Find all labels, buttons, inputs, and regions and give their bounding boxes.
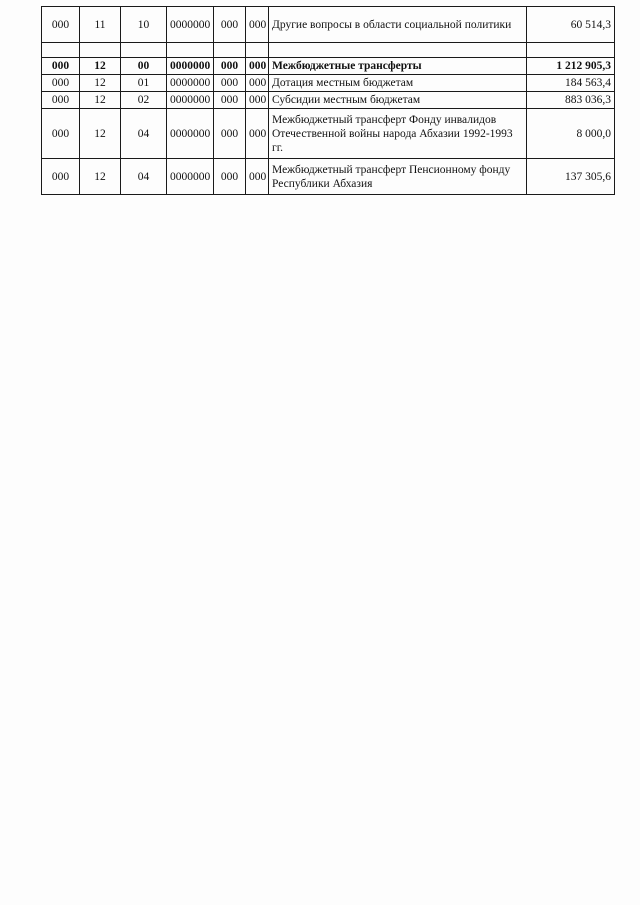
empty-cell (214, 43, 246, 58)
kosgu-cell: 000 (246, 92, 269, 109)
expense-type-cell: 000 (214, 75, 246, 92)
amount-cell: 8 000,0 (527, 109, 615, 159)
subsection-cell: 01 (121, 75, 167, 92)
item-name-cell: Межбюджетный трансферт Пенсионному фонду Республики Абхазия (269, 159, 527, 195)
table-row (42, 75, 615, 92)
item-name-cell: Межбюджетные трансферты (269, 58, 527, 75)
table-row (42, 92, 615, 109)
table-spacer-row (42, 43, 615, 58)
admin-code-cell: 000 (42, 7, 80, 43)
expense-type-cell: 000 (214, 58, 246, 75)
expense-type-cell: 000 (214, 7, 246, 43)
target-article-cell: 0000000 (167, 159, 214, 195)
target-article-cell: 0000000 (167, 7, 214, 43)
target-article-cell: 0000000 (167, 109, 214, 159)
item-name-cell: Другие вопросы в области социальной политики (269, 7, 527, 43)
amount-cell: 137 305,6 (527, 159, 615, 195)
target-article-cell: 0000000 (167, 58, 214, 75)
section-cell: 12 (80, 159, 121, 195)
subsection-cell: 04 (121, 159, 167, 195)
table-row (42, 109, 615, 159)
expense-type-cell: 000 (214, 159, 246, 195)
table-row (42, 58, 615, 75)
subsection-cell: 04 (121, 109, 167, 159)
admin-code-cell: 000 (42, 58, 80, 75)
item-name-cell: Дотация местным бюджетам (269, 75, 527, 92)
expense-type-cell: 000 (214, 92, 246, 109)
target-article-cell: 0000000 (167, 75, 214, 92)
section-cell: 12 (80, 75, 121, 92)
amount-cell: 1 212 905,3 (527, 58, 615, 75)
empty-cell (246, 43, 269, 58)
kosgu-cell: 000 (246, 109, 269, 159)
expense-type-cell: 000 (214, 109, 246, 159)
admin-code-cell: 000 (42, 92, 80, 109)
item-name-cell: Межбюджетный трансферт Фонду инвалидов Отечественной войны народа Абхазии 1992-1993 гг. (269, 109, 527, 159)
section-cell: 12 (80, 58, 121, 75)
kosgu-cell: 000 (246, 75, 269, 92)
subsection-cell: 10 (121, 7, 167, 43)
budget-table (41, 6, 615, 195)
section-cell: 12 (80, 92, 121, 109)
empty-cell (80, 43, 121, 58)
admin-code-cell: 000 (42, 109, 80, 159)
empty-cell (167, 43, 214, 58)
table-row (42, 159, 615, 195)
empty-cell (42, 43, 80, 58)
subsection-cell: 00 (121, 58, 167, 75)
amount-cell: 184 563,4 (527, 75, 615, 92)
target-article-cell: 0000000 (167, 92, 214, 109)
kosgu-cell: 000 (246, 58, 269, 75)
empty-cell (527, 43, 615, 58)
empty-cell (121, 43, 167, 58)
subsection-cell: 02 (121, 92, 167, 109)
empty-cell (269, 43, 527, 58)
section-cell: 11 (80, 7, 121, 43)
amount-cell: 883 036,3 (527, 92, 615, 109)
amount-cell: 60 514,3 (527, 7, 615, 43)
section-cell: 12 (80, 109, 121, 159)
table-row (42, 7, 615, 43)
kosgu-cell: 000 (246, 7, 269, 43)
admin-code-cell: 000 (42, 75, 80, 92)
admin-code-cell: 000 (42, 159, 80, 195)
kosgu-cell: 000 (246, 159, 269, 195)
item-name-cell: Субсидии местным бюджетам (269, 92, 527, 109)
